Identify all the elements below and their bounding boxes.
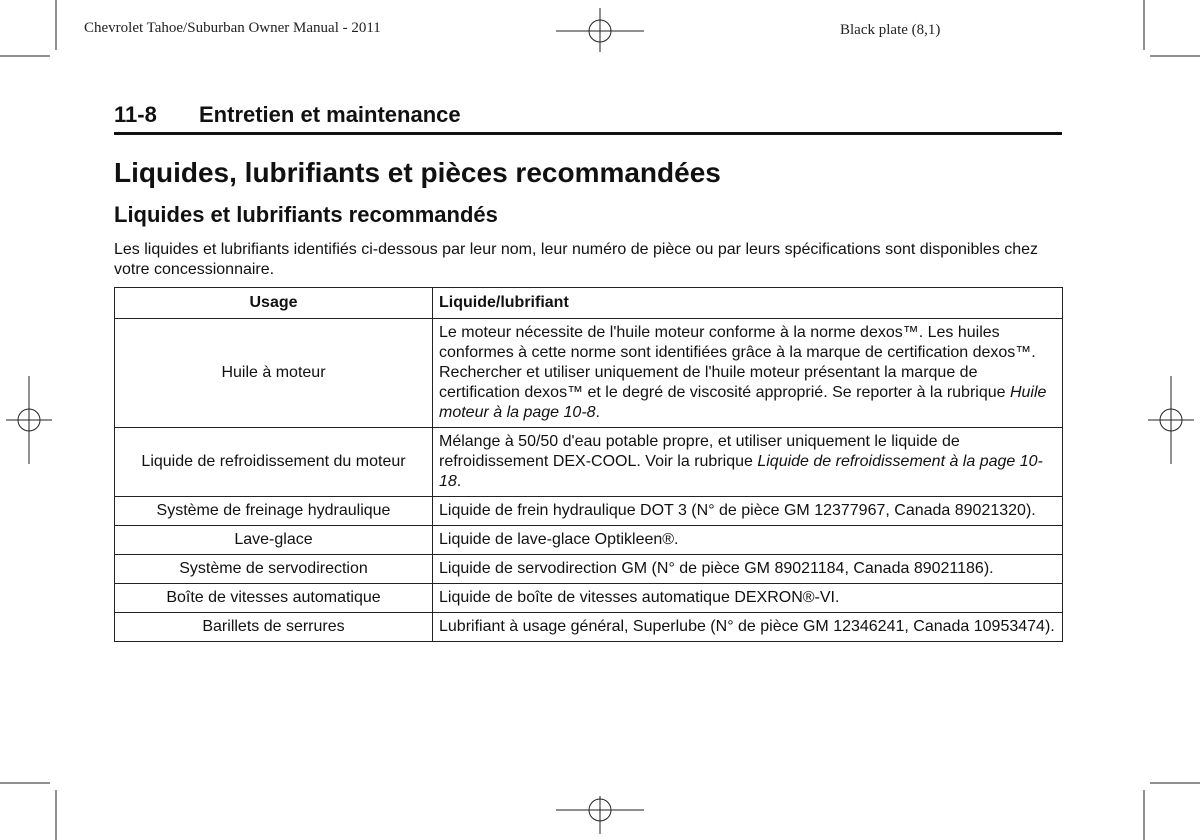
fluid-cell: Liquide de frein hydraulique DOT 3 (N° de pièce GM 12377967, Canada 89021320).: [433, 497, 1063, 526]
table-row: [115, 613, 1063, 642]
table-row: [115, 555, 1063, 584]
fluid-text-tail: .: [456, 473, 462, 490]
table-header-row: [115, 288, 1063, 319]
fluid-text: Le moteur nécessite de l'huile moteur conforme à la norme dexos™. Les huiles conformes à cette norme sont identifiées grâce à la marque de certification dexos™. Rechercher et utiliser uniquement de l'huile moteur présentant la marque de certification dexos™ et le degré de viscosité approprié. Se reporter à la rubrique: [439, 324, 1036, 401]
usage-cell: Système de servodirection: [115, 555, 433, 584]
registration-mark-top: [556, 8, 644, 52]
fluid-cell: [433, 319, 1063, 428]
column-header-usage: Usage: [115, 288, 433, 319]
section-number: 11-8: [114, 102, 157, 127]
intro-paragraph: Les liquides et lubrifiants identifiés ci-dessous par leur nom, leur numéro de pièce ou par leurs spécifications sont disponibles chez votre concessionnaire.: [114, 241, 1039, 278]
usage-cell: Huile à moteur: [115, 319, 433, 428]
fluids-table: [114, 287, 1063, 642]
usage-cell: Boîte de vitesses automatique: [115, 584, 433, 613]
fluid-cell: Lubrifiant à usage général, Superlube (N° de pièce GM 12346241, Canada 10953474).: [433, 613, 1063, 642]
fluid-text-tail: .: [595, 404, 600, 421]
table-row: [115, 497, 1063, 526]
page-heading: Liquides, lubrifiants et pièces recommandées: [114, 157, 721, 188]
page-subheading: Liquides et lubrifiants recommandés: [114, 202, 498, 227]
fluid-cell: Liquide de lave-glace Optikleen®.: [433, 526, 1063, 555]
table-row: [115, 584, 1063, 613]
usage-cell: Liquide de refroidissement du moteur: [115, 428, 433, 497]
cross-reference-link[interactable]: Huile moteur à la page 10-8: [439, 384, 1047, 421]
table-row: [115, 428, 1063, 497]
fluid-cell: Liquide de boîte de vitesses automatique DEXRON®-VI.: [433, 584, 1063, 613]
table-row: [115, 319, 1063, 428]
section-header: [114, 102, 1062, 135]
print-meta-title: Chevrolet Tahoe/Suburban Owner Manual - 2011: [84, 20, 381, 36]
registration-mark-right: [1148, 376, 1194, 464]
cross-reference-link[interactable]: Liquide de refroidissement à la page 10-18: [439, 453, 1043, 490]
usage-cell: Barillets de serrures: [115, 613, 433, 642]
fluid-text: Mélange à 50/50 d'eau potable propre, et utiliser uniquement le liquide de refroidissement DEX-COOL. Voir la rubrique: [439, 433, 960, 470]
print-meta-plate: Black plate (8,1): [840, 22, 941, 38]
fluid-cell: [433, 428, 1063, 497]
registration-mark-left: [6, 376, 52, 464]
table-row: [115, 526, 1063, 555]
registration-mark-bottom: [556, 796, 644, 834]
section-title: Entretien et maintenance: [199, 102, 461, 127]
usage-cell: Lave-glace: [115, 526, 433, 555]
column-header-fluid: Liquide/lubrifiant: [433, 288, 1063, 319]
usage-cell: Système de freinage hydraulique: [115, 497, 433, 526]
fluid-cell: Liquide de servodirection GM (N° de pièce GM 89021184, Canada 89021186).: [433, 555, 1063, 584]
